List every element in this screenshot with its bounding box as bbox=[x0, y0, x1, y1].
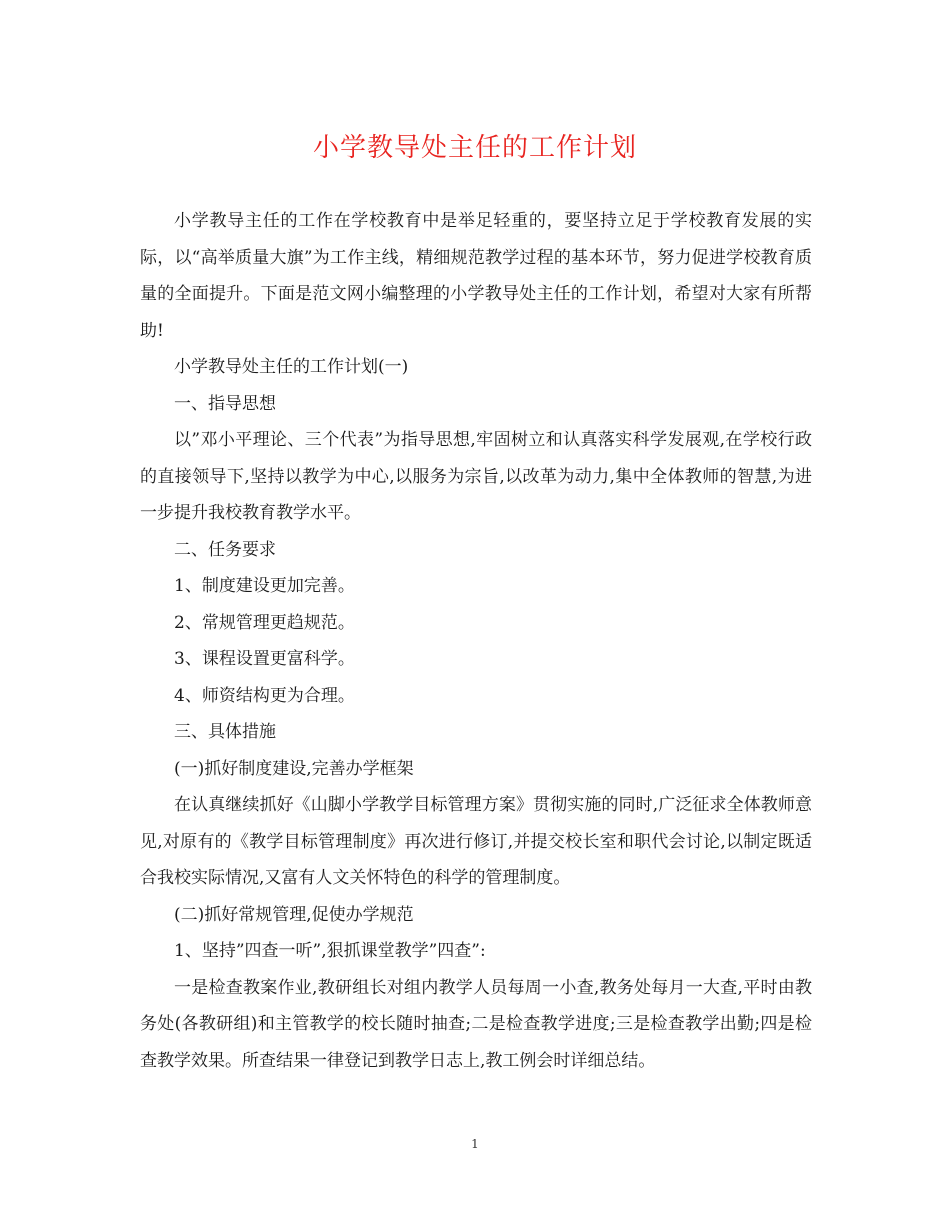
four-checks-paragraph: 一是检查教案作业,教研组长对组内教学人员每周一小查,教务处每月一大查,平时由教务处(各教研组)和主管教学的校长随时抽查;二是检查教学进度;三是检查教学出勤;四是检查教学效果。所查结果一律登记到教学日志上,教工例会时详细总结。 bbox=[140, 977, 812, 1071]
task-item-3: 3、课程设置更富科学。 bbox=[174, 649, 355, 669]
measure-subheading-1: (一)抓好制度建设,完善办学框架 bbox=[174, 758, 414, 779]
section-heading-task-requirements: 二、任务要求 bbox=[174, 539, 276, 560]
measure-subheading-2: (二)抓好常规管理,促使办学规范 bbox=[174, 904, 414, 925]
intro-paragraph: 小学教导主任的工作在学校教育中是举足轻重的，要坚持立足于学校教育发展的实际，以“高举质量大旗”为工作主线，精细规范教学过程的基本环节，努力促进学校教育质量的全面提升。下面是范文网小编整理的小学教导处主任的工作计划，希望对大家有所帮助! bbox=[140, 211, 812, 341]
document-title: 小学教导处主任的工作计划 bbox=[312, 133, 637, 163]
section-heading-guiding-thought: 一、指导思想 bbox=[174, 393, 276, 414]
guiding-thought-paragraph: 以”邓小平理论、三个代表”为指导思想,牢固树立和认真落实科学发展观,在学校行政的直接领导下,坚持以教学为中心,以服务为宗旨,以改革为动力,集中全体教师的智慧,为进一步提升我校教育教学水平。 bbox=[140, 430, 812, 523]
page-number: 1 bbox=[471, 1137, 479, 1151]
measure-paragraph-1: 在认真继续抓好《山脚小学教学目标管理方案》贯彻实施的同时,广泛征求全体教师意见,对原有的《教学目标管理制度》再次进行修订,并提交校长室和职代会讨论,以制定既适合我校实际情况,又富有人文关怀特色的科学的管理制度。 bbox=[140, 795, 812, 888]
task-item-4: 4、师资结构更为合理。 bbox=[174, 685, 355, 706]
document-body bbox=[140, 203, 812, 1079]
section-heading-specific-measures: 三、具体措施 bbox=[174, 722, 276, 742]
task-item-1: 1、制度建设更加完善。 bbox=[174, 576, 355, 596]
plan-subtitle: 小学教导处主任的工作计划(一) bbox=[174, 357, 409, 377]
task-item-2: 2、常规管理更趋规范。 bbox=[174, 612, 355, 633]
measure-item-four-checks: 1、坚持”四查一听”,狠抓课堂教学”四查”: bbox=[174, 941, 486, 961]
